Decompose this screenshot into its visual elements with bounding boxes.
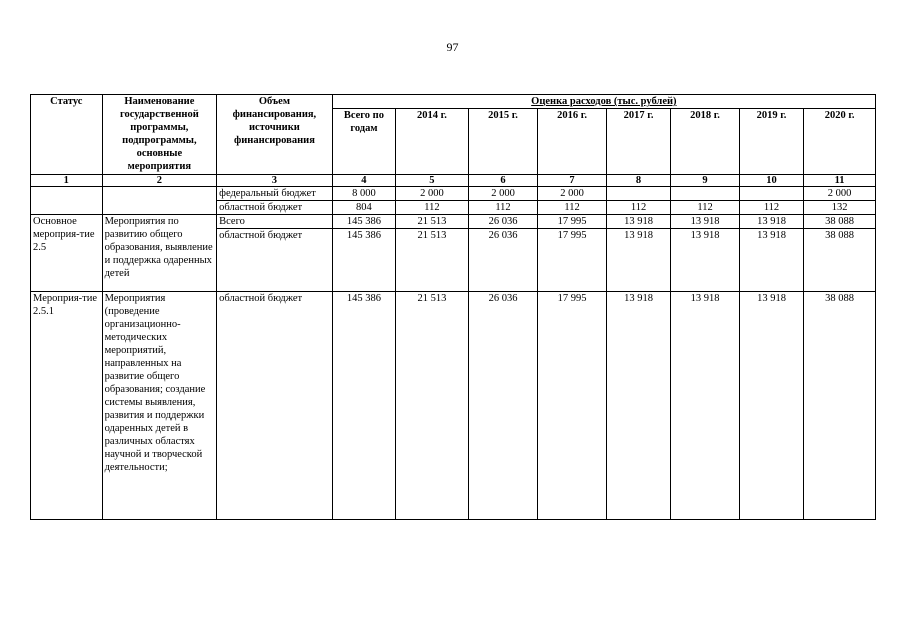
value-cell: 112	[468, 201, 538, 215]
value-cell: 17 995	[538, 215, 607, 229]
value-cell: 21 513	[396, 229, 469, 292]
header-year: 2015 г.	[468, 109, 538, 175]
value-cell: 26 036	[468, 229, 538, 292]
column-index: 1	[31, 175, 103, 187]
table-row	[31, 215, 876, 229]
column-index-row	[31, 175, 876, 187]
header-year: 2017 г.	[606, 109, 670, 175]
value-cell: 13 918	[739, 215, 803, 229]
table-row	[31, 292, 876, 520]
column-index: 3	[217, 175, 333, 187]
column-index: 10	[739, 175, 803, 187]
value-cell: 112	[538, 201, 607, 215]
value-cell: 38 088	[804, 229, 876, 292]
column-index: 7	[538, 175, 607, 187]
value-cell: 804	[332, 201, 395, 215]
name-cell: Мероприятия по развитию общего образования, выявление и поддержка одаренных детей	[102, 215, 217, 292]
value-cell: 2 000	[468, 187, 538, 201]
value-cell: 145 386	[332, 215, 395, 229]
status-cell	[31, 187, 103, 215]
header-year: 2019 г.	[739, 109, 803, 175]
value-cell	[671, 187, 740, 201]
table-row	[31, 187, 876, 201]
value-cell: 112	[606, 201, 670, 215]
value-cell: 13 918	[739, 292, 803, 520]
page-number: 97	[446, 40, 459, 54]
value-cell: 13 918	[739, 229, 803, 292]
value-cell: 26 036	[468, 292, 538, 520]
value-cell: 2 000	[804, 187, 876, 201]
header-year: 2014 г.	[396, 109, 469, 175]
value-cell: 145 386	[332, 292, 395, 520]
value-cell: 2 000	[396, 187, 469, 201]
name-cell: Мероприятия (проведение организационно-методических мероприятий, направленных на развитие общего образования; создание системы выявления, развития и поддержки одаренных детей в различных областях научной и творческой деятельности;	[102, 292, 217, 520]
value-cell: 2 000	[538, 187, 607, 201]
value-cell: 132	[804, 201, 876, 215]
source-cell: областной бюджет	[217, 292, 333, 520]
value-cell: 13 918	[606, 292, 670, 520]
source-cell: федеральный бюджет	[217, 187, 333, 201]
value-cell: 8 000	[332, 187, 395, 201]
value-cell: 112	[671, 201, 740, 215]
header-name: Наименование государственной программы, подпрограммы, основные мероприятия	[102, 95, 217, 175]
source-cell: областной бюджет	[217, 201, 333, 215]
value-cell: 38 088	[804, 292, 876, 520]
value-cell: 112	[396, 201, 469, 215]
column-index: 6	[468, 175, 538, 187]
value-cell: 38 088	[804, 215, 876, 229]
column-index: 9	[671, 175, 740, 187]
value-cell: 17 995	[538, 229, 607, 292]
header-row-1	[31, 95, 876, 109]
value-cell: 21 513	[396, 215, 469, 229]
header-year: 2018 г.	[671, 109, 740, 175]
value-cell: 13 918	[671, 292, 740, 520]
column-index: 4	[332, 175, 395, 187]
value-cell: 112	[739, 201, 803, 215]
status-cell: Основное мероприя-тие 2.5	[31, 215, 103, 292]
value-cell	[739, 187, 803, 201]
value-cell: 17 995	[538, 292, 607, 520]
source-cell: Всего	[217, 215, 333, 229]
column-index: 11	[804, 175, 876, 187]
name-cell	[102, 187, 217, 215]
header-status: Статус	[31, 95, 103, 175]
value-cell: 145 386	[332, 229, 395, 292]
column-index: 5	[396, 175, 469, 187]
header-volume: Объем финансирования, источники финансирования	[217, 95, 333, 175]
value-cell: 13 918	[671, 229, 740, 292]
status-cell: Мероприя-тие 2.5.1	[31, 292, 103, 520]
value-cell: 26 036	[468, 215, 538, 229]
value-cell: 13 918	[606, 215, 670, 229]
budget-table	[30, 94, 876, 520]
column-index: 8	[606, 175, 670, 187]
value-cell: 13 918	[671, 215, 740, 229]
source-cell: областной бюджет	[217, 229, 333, 292]
value-cell: 13 918	[606, 229, 670, 292]
value-cell: 21 513	[396, 292, 469, 520]
header-year: 2020 г.	[804, 109, 876, 175]
value-cell	[606, 187, 670, 201]
header-year: 2016 г.	[538, 109, 607, 175]
header-estimate: Оценка расходов (тыс. рублей)	[332, 95, 875, 109]
column-index: 2	[102, 175, 217, 187]
header-total: Всего по годам	[332, 109, 395, 175]
